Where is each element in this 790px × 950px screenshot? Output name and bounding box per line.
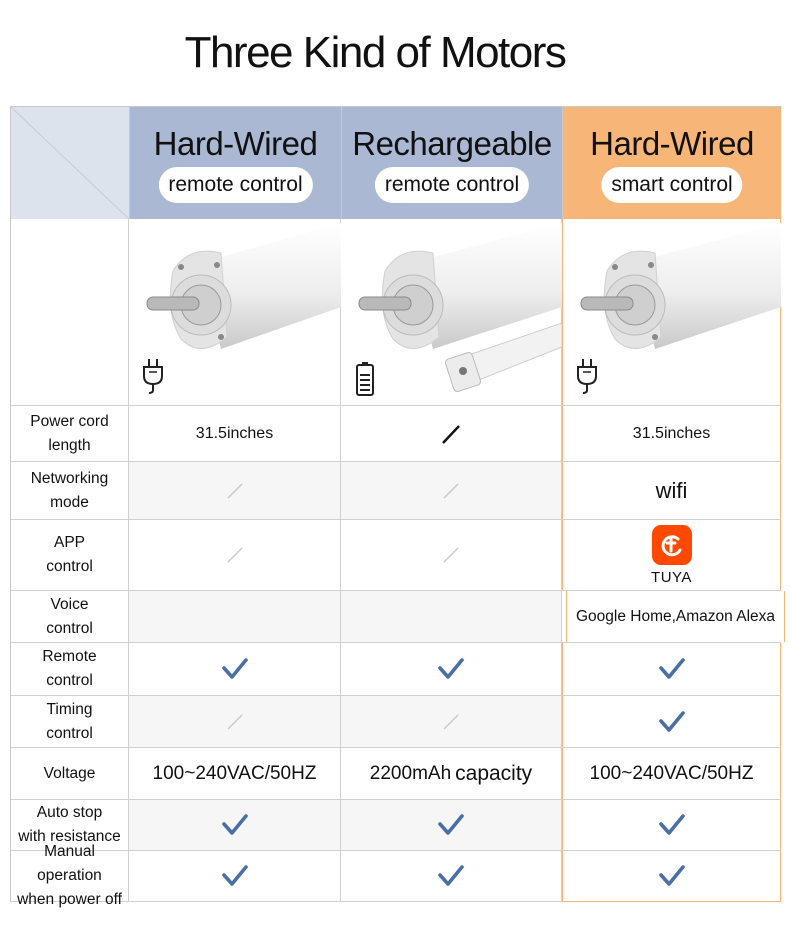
slash-icon [439,422,463,446]
check-icon [659,865,685,887]
cell-check [129,851,341,901]
slash-icon [225,481,245,501]
cell-not-applicable [341,520,562,590]
cell-check [341,851,562,901]
row-label: Power cord length [11,406,129,461]
header-hardwired-remote [129,107,341,219]
column-subtitle: smart control [601,167,742,203]
cell-value: 31.5inches [562,406,781,461]
column-title: Hard-Wired [153,125,318,162]
column-subtitle: remote control [375,167,529,203]
page-title: Three Kind of Motors [184,28,566,77]
motor-image-cell [341,219,562,405]
slash-icon [225,545,245,565]
slash-icon [441,712,461,732]
header-hardwired-smart [562,107,781,219]
cell-value: 2200mAh capacity [341,748,562,799]
cell-not-applicable [341,696,562,747]
check-icon [438,814,464,836]
slash-icon [441,481,461,501]
check-icon [659,658,685,680]
column-title: Rechargeable [352,125,552,162]
tuya-label: TUYA [651,568,692,586]
row-label: APP control [11,520,129,590]
cell-value: 31.5inches [129,406,341,461]
check-icon [659,814,685,836]
cell-empty [129,591,341,642]
cell-value: wifi [562,462,781,519]
motor-image-cell [562,219,781,405]
row-label: Voltage [11,748,129,799]
check-icon [659,711,685,733]
battery-icon [355,361,375,397]
row-timing-control [11,696,781,748]
row-label: Voice control [11,591,129,642]
cell-not-applicable [341,462,562,519]
row-manual-operation [11,843,781,908]
cell-not-applicable [341,406,562,461]
check-icon [438,658,464,680]
cell-check [562,851,781,901]
cell-not-applicable [129,462,341,519]
check-icon [222,658,248,680]
check-icon [222,865,248,887]
header-rechargeable [341,107,562,219]
header-corner [11,107,129,219]
slash-icon [225,712,245,732]
check-icon [222,814,248,836]
plug-icon [575,357,599,395]
row-power-cord [11,406,781,462]
cell-value [562,520,781,590]
cell-value: 100~240VAC/50HZ [129,748,341,799]
row-label: Networking mode [11,462,129,519]
column-subtitle: remote control [158,167,312,203]
cell-check [129,800,341,850]
cell-value: 100~240VAC/50HZ [562,748,781,799]
row-networking [11,462,781,520]
column-title: Hard-Wired [590,125,754,162]
row-label: Auto stop with resistance [11,800,129,850]
row-label: Manual operation when power off [11,851,129,901]
motor-image-cell [129,219,341,405]
row-label: Remote control [11,643,129,695]
row-app-control [11,520,781,591]
image-row [11,219,781,406]
cell-check [129,643,341,695]
highlight-border [562,901,781,902]
cell-check [341,800,562,850]
plug-icon [141,357,165,395]
comparison-table [10,106,781,908]
cell-check [562,696,781,747]
cell-not-applicable [129,696,341,747]
row-remote-control [11,643,781,696]
slash-icon [441,545,461,565]
row-label: Timing control [11,696,129,747]
cell-value: Google Home,Amazon Alexa [566,591,785,642]
tuya-logo-icon [652,525,692,565]
cell-check [562,643,781,695]
cell-check [341,643,562,695]
row-auto-stop [11,800,781,851]
cell-check [562,800,781,850]
check-icon [438,865,464,887]
cell-not-applicable [129,520,341,590]
cell-empty [341,591,562,642]
row-voice-control [11,591,781,643]
row-voltage [11,748,781,800]
